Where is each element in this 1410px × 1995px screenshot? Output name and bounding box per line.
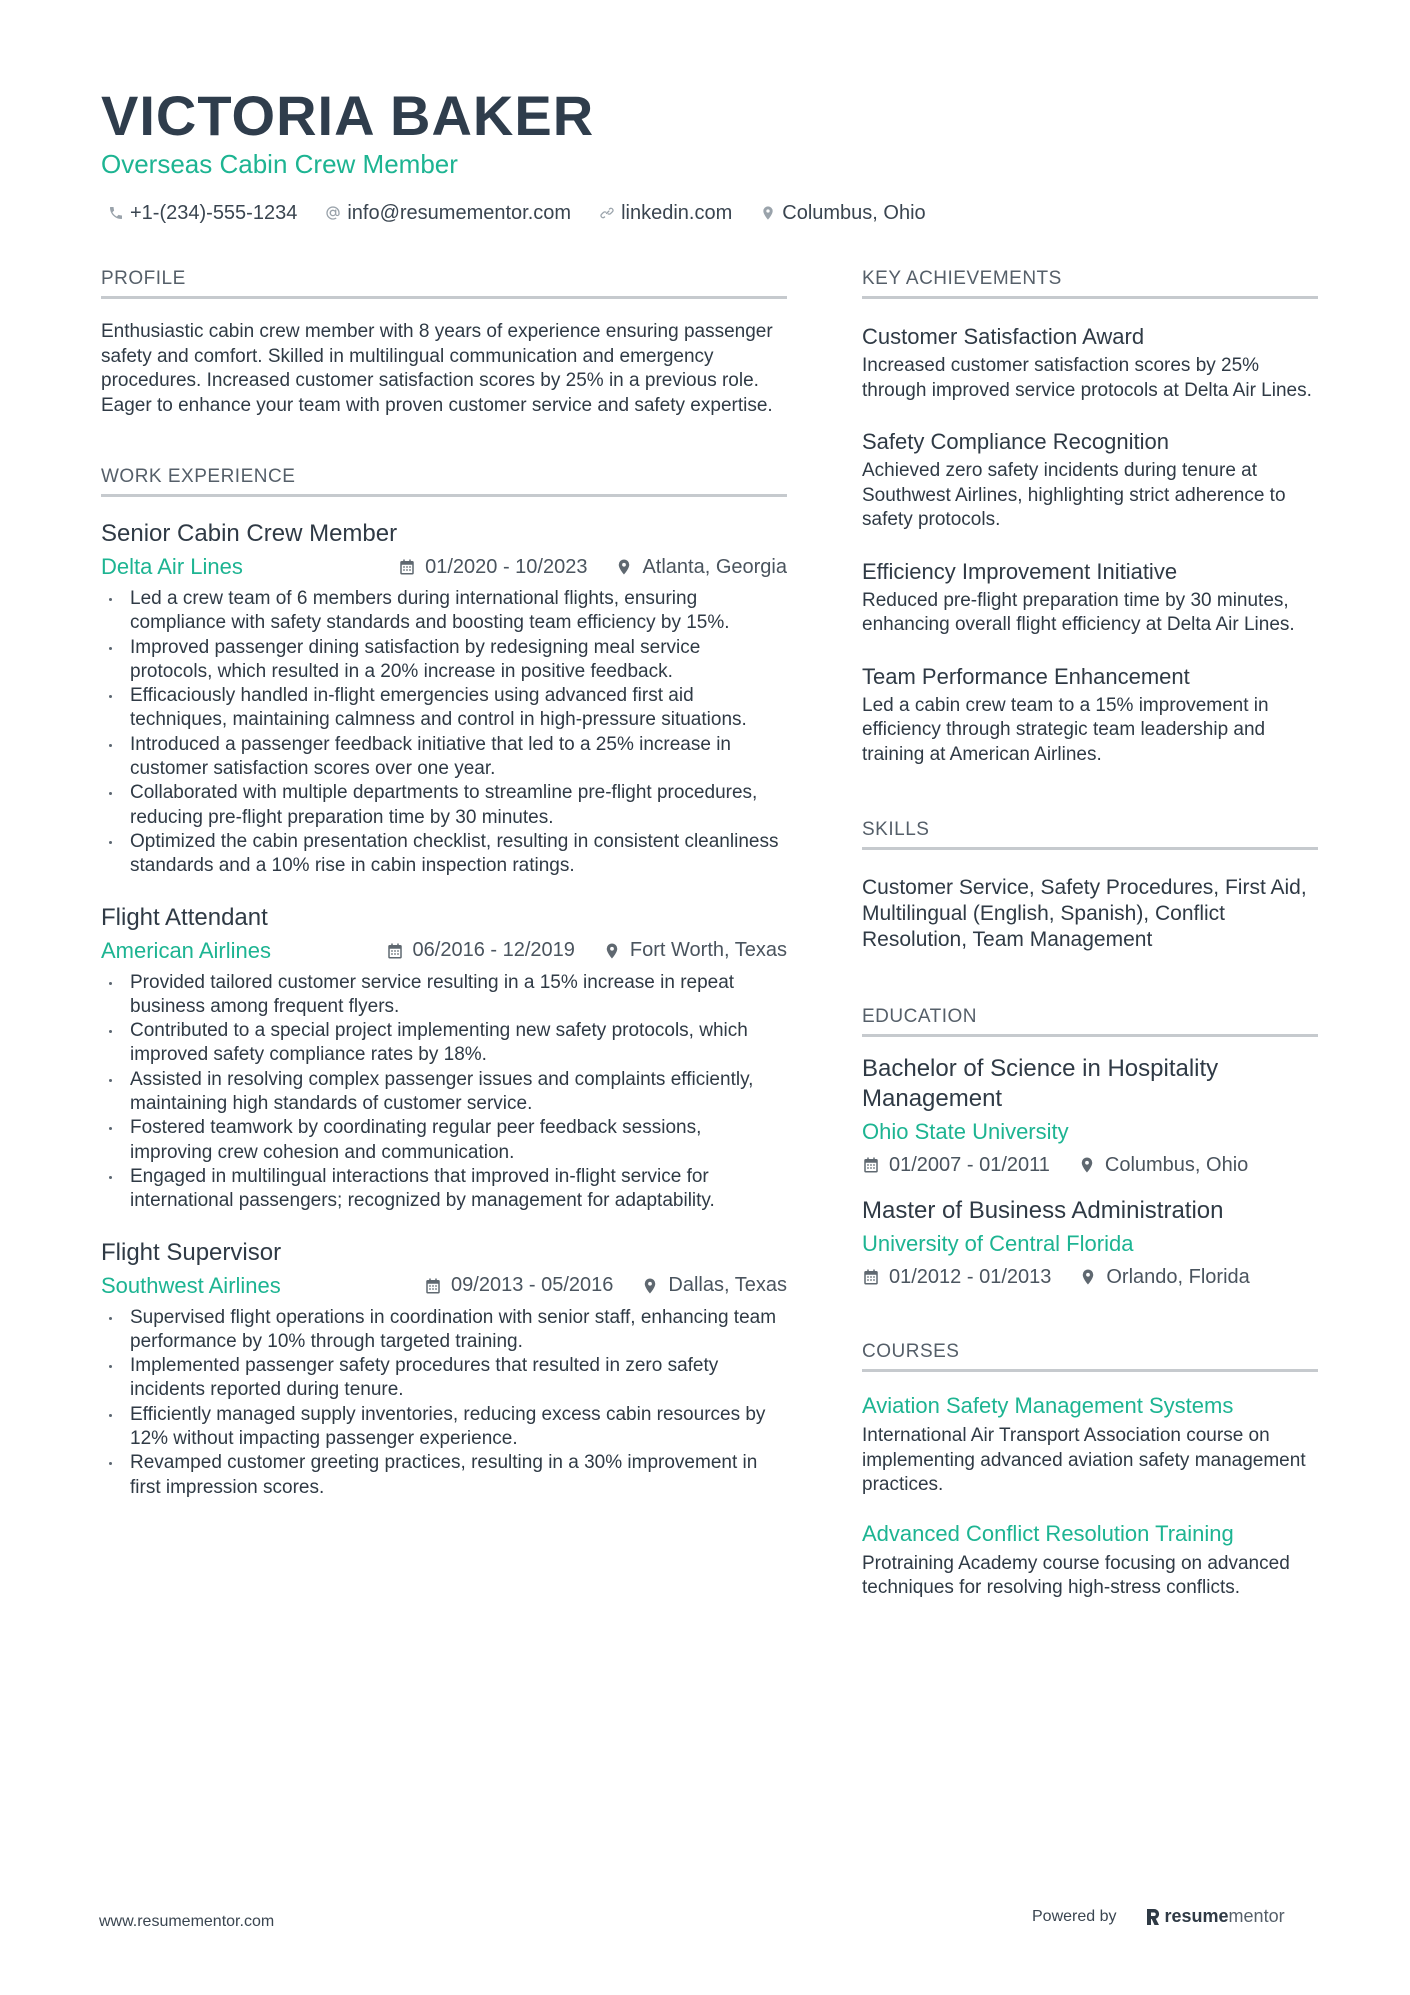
- education-dates-text: 01/2012 - 01/2013: [889, 1265, 1052, 1288]
- degree-title: Bachelor of Science in Hospitality Management: [862, 1055, 1219, 1112]
- bullet-item: Fostered teamwork by coordinating regular peer feedback sessions, improving crew cohesion and communication.: [101, 1116, 787, 1165]
- contact-bar: [108, 196, 954, 230]
- location-text: Columbus, Ohio: [782, 201, 926, 224]
- achievement-item: [862, 427, 1318, 533]
- job-details: [398, 556, 787, 579]
- job-location: [615, 556, 787, 579]
- powered-by-label: Powered by: [1032, 1907, 1117, 1925]
- location-pin-icon: [760, 205, 776, 221]
- education-location-text: Columbus, Ohio: [1104, 1153, 1249, 1176]
- candidate-title: Overseas Cabin Crew Member: [101, 149, 458, 179]
- education-list: [862, 1054, 1318, 1291]
- education-dates-text: 01/2007 - 01/2011: [889, 1153, 1050, 1176]
- job-details: [386, 939, 787, 962]
- achievement-item: [862, 557, 1318, 638]
- brand-name-part2: mentor: [1228, 1906, 1285, 1926]
- calendar-icon: [398, 558, 416, 576]
- degree-title: Master of Business Administration: [862, 1197, 1224, 1224]
- brand-name-part1: resume: [1164, 1906, 1229, 1926]
- bullet-item: Improved passenger dining satisfaction by redesigning meal service protocols, which resulted in a 20% increase in positive feedback.: [101, 636, 787, 685]
- job-location-text: Fort Worth, Texas: [629, 939, 787, 962]
- courses-list: [862, 1391, 1318, 1601]
- job-dates-text: 09/2013 - 05/2016: [451, 1274, 614, 1297]
- profile-heading: PROFILE: [101, 266, 787, 299]
- linkedin-text: linkedin.com: [621, 201, 733, 224]
- calendar-icon: [862, 1268, 880, 1286]
- job-location-text: Dallas, Texas: [668, 1274, 787, 1297]
- achievement-item: [862, 322, 1318, 403]
- right-column: [862, 266, 1318, 1601]
- achievements-list: [862, 322, 1318, 767]
- bullet-item: Implemented passenger safety procedures that resulted in zero safety incidents reported during tenure.: [101, 1354, 787, 1403]
- bullet-item: Provided tailored customer service resulting in a 15% increase in repeat business among frequent flyers.: [101, 971, 787, 1020]
- company-name: American Airlines: [101, 937, 271, 963]
- bullet-item: Efficaciously handled in-flight emergencies using advanced first aid techniques, maintaining calmness and control in high-pressure situations.: [101, 684, 787, 733]
- job-dates-text: 01/2020 - 10/2023: [425, 555, 588, 578]
- bullet-item: Efficiently managed supply inventories, reducing excess cabin resources by 12% without impacting passenger experience.: [101, 1403, 787, 1452]
- achievement-title: Customer Satisfaction Award: [862, 324, 1145, 349]
- location-pin-icon: [615, 558, 633, 576]
- contact-linkedin[interactable]: [599, 202, 732, 225]
- education-item: [862, 1054, 1318, 1179]
- course-description: Protraining Academy course focusing on advanced techniques for resolving high-stress conflicts.: [862, 1552, 1290, 1598]
- achievement-title: Safety Compliance Recognition: [862, 429, 1169, 454]
- bullet-item: Introduced a passenger feedback initiative that led to a 25% increase in customer satisfaction scores over one year.: [101, 733, 787, 782]
- education-location: [1079, 1266, 1249, 1289]
- contact-location: [760, 202, 925, 225]
- company-name: Delta Air Lines: [101, 554, 243, 579]
- at-sign-icon: [325, 205, 341, 221]
- skills-heading: SKILLS: [862, 817, 1318, 850]
- job-dates: [386, 939, 575, 962]
- bullet-item: Supervised flight operations in coordination with senior staff, enhancing team performance by 10% through targeted training.: [101, 1306, 787, 1355]
- location-pin-icon: [641, 1277, 659, 1295]
- job-meta: [101, 935, 787, 967]
- calendar-icon: [386, 942, 404, 960]
- skills-list: Customer Service, Safety Procedures, First Aid, Multilingual (English, Spanish), Conflict Resolution, Team Management: [862, 876, 1307, 951]
- education-item: [862, 1196, 1318, 1291]
- key-achievements-heading: KEY ACHIEVEMENTS: [862, 266, 1318, 299]
- job-bullets: [101, 587, 787, 879]
- job-bullets: [101, 971, 787, 1214]
- location-pin-icon: [1078, 1156, 1096, 1174]
- resumementor-logo[interactable]: [1145, 1906, 1285, 1927]
- footer-website-link[interactable]: www.resumementor.com: [99, 1913, 275, 1930]
- job-details: [424, 1274, 787, 1297]
- courses-heading: COURSES: [862, 1339, 1318, 1372]
- job-bullets: [101, 1306, 787, 1500]
- job-meta: [101, 551, 787, 583]
- work-experience-heading: WORK EXPERIENCE: [101, 464, 787, 497]
- left-column: [101, 266, 787, 1500]
- location-pin-icon: [603, 942, 621, 960]
- job-location: [641, 1274, 787, 1297]
- company-name: Southwest Airlines: [101, 1272, 281, 1298]
- education-dates: [862, 1154, 1050, 1177]
- phone-text: +1-(234)-555-1234: [130, 201, 298, 224]
- phone-icon: [108, 205, 124, 221]
- email-text: info@resumementor.com: [347, 201, 572, 224]
- achievement-title: Efficiency Improvement Initiative: [862, 558, 1178, 584]
- achievement-description: Increased customer satisfaction scores by 25% through improved service protocols at Delta Air Lines.: [862, 355, 1312, 401]
- bullet-item: Optimized the cabin presentation checklist, resulting in consistent cleanliness standards and a 10% rise in cabin inspection ratings.: [101, 830, 787, 879]
- job-title: Senior Cabin Crew Member: [101, 520, 398, 547]
- education-meta: [862, 1263, 1318, 1291]
- job-dates: [424, 1274, 613, 1297]
- achievement-description: Reduced pre-flight preparation time by 30 minutes, enhancing overall flight efficiency at Delta Air Lines.: [862, 589, 1295, 635]
- job-dates-text: 06/2016 - 12/2019: [412, 939, 575, 962]
- calendar-icon: [424, 1277, 442, 1295]
- profile-summary: Enthusiastic cabin crew member with 8 years of experience ensuring passenger safety and comfort. Skilled in multilingual communication and emergency procedures. Increased customer satisfaction scores by 25% in a previous role. Eager to enhance your team with proven customer service and safety expertise.: [101, 321, 773, 416]
- achievement-item: [862, 662, 1318, 768]
- contact-email[interactable]: [325, 202, 571, 225]
- course-description: International Air Transport Association course on implementing advanced aviation safety management practices.: [862, 1425, 1306, 1495]
- job-title: Flight Attendant: [101, 903, 268, 931]
- bullet-item: Contributed to a special project implementing new safety protocols, which improved safety compliance rates by 18%.: [101, 1019, 787, 1068]
- contact-phone[interactable]: [108, 202, 297, 225]
- job-location: [603, 939, 787, 962]
- achievement-description: Led a cabin crew team to a 15% improvement in efficiency through strategic team leadership and training at American Airlines.: [862, 694, 1269, 765]
- education-location-text: Orlando, Florida: [1106, 1265, 1250, 1288]
- location-pin-icon: [1079, 1268, 1097, 1286]
- education-meta: [862, 1151, 1318, 1179]
- job-dates: [398, 556, 587, 579]
- footer-branding: [1032, 1906, 1285, 1927]
- education-dates: [862, 1266, 1051, 1289]
- job-entry: [101, 1238, 787, 1500]
- job-entry: [101, 519, 787, 879]
- achievement-title: Team Performance Enhancement: [862, 663, 1190, 689]
- education-heading: EDUCATION: [862, 1004, 1318, 1037]
- candidate-name: VICTORIA BAKER: [101, 84, 595, 147]
- course-item: [862, 1391, 1318, 1498]
- bullet-item: Engaged in multilingual interactions that improved in-flight service for international passengers; recognized by management for adaptability.: [101, 1165, 787, 1214]
- job-entry: [101, 903, 787, 1214]
- bullet-item: Assisted in resolving complex passenger issues and complaints efficiently, maintaining high standards of customer service.: [101, 1068, 787, 1117]
- school-name: University of Central Florida: [862, 1231, 1134, 1256]
- school-name: Ohio State University: [862, 1119, 1069, 1144]
- bullet-item: Revamped customer greeting practices, resulting in a 30% improvement in first impression scores.: [101, 1451, 787, 1500]
- bullet-item: Collaborated with multiple departments to streamline pre-flight procedures, reducing pre-flight preparation time by 30 minutes.: [101, 781, 787, 830]
- bullet-item: Led a crew team of 6 members during international flights, ensuring compliance with safety standards and boosting team efficiency by 15%.: [101, 587, 787, 636]
- calendar-icon: [862, 1156, 880, 1174]
- job-location-text: Atlanta, Georgia: [642, 555, 787, 578]
- job-meta: [101, 1270, 787, 1302]
- course-title: Aviation Safety Management Systems: [862, 1393, 1234, 1418]
- link-icon: [599, 205, 615, 221]
- education-location: [1078, 1154, 1248, 1177]
- job-title: Flight Supervisor: [101, 1238, 282, 1266]
- course-item: [862, 1519, 1318, 1601]
- course-title: Advanced Conflict Resolution Training: [862, 1520, 1234, 1546]
- achievement-description: Achieved zero safety incidents during tenure at Southwest Airlines, highlighting strict adherence to safety protocols.: [862, 460, 1286, 530]
- resumementor-logo-icon: [1145, 1908, 1161, 1926]
